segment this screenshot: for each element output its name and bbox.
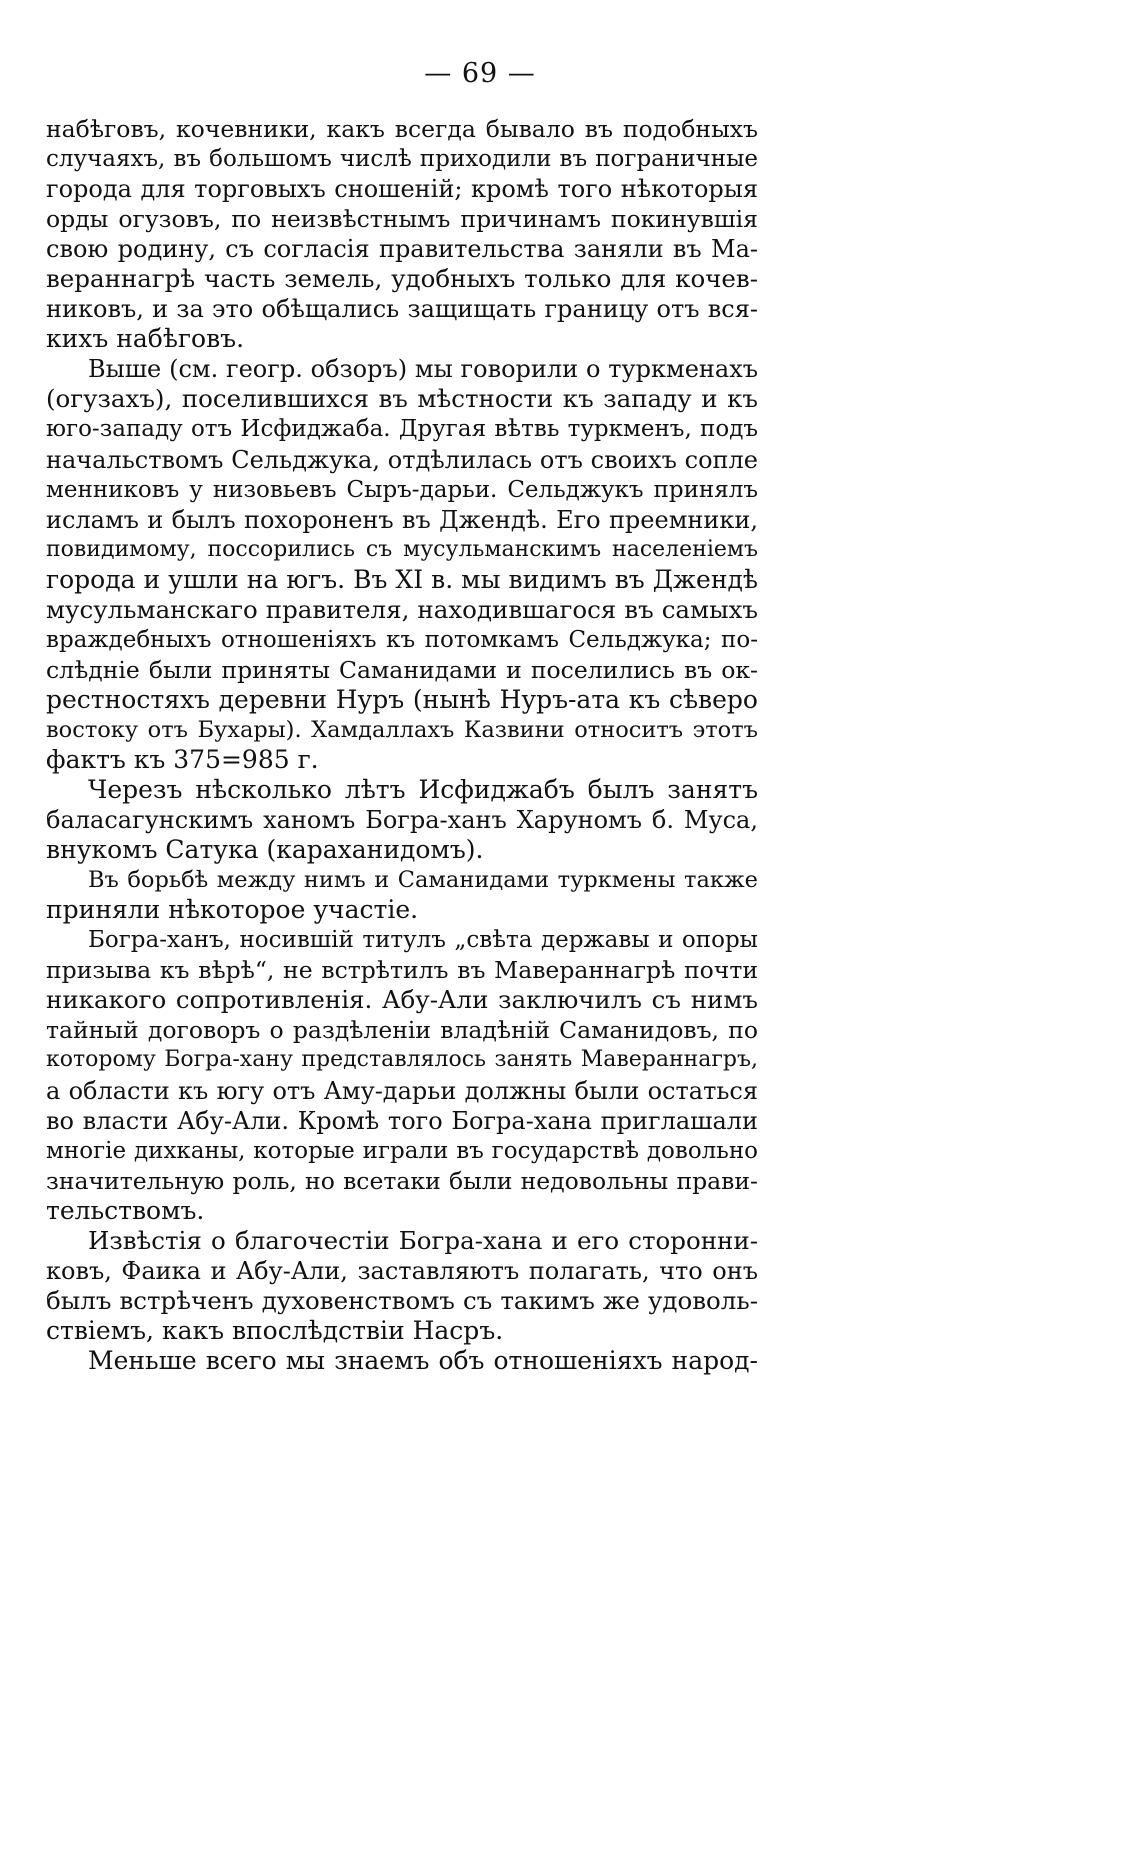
- text-line: баласагунскимъ ханомъ Богра-ханъ Харуномъ б. Муса,: [46, 806, 758, 835]
- text-line: начальствомъ Сельджука, отдѣлилась отъ своихъ сопле: [46, 445, 758, 474]
- text-line: во власти Абу-Али. Кромѣ того Богра-хана приглашали: [46, 1106, 758, 1135]
- text-line: приняли нѣкоторое участіе.: [46, 895, 419, 925]
- text-line: значительную роль, но всетаки были недовольны прави-: [46, 1166, 758, 1195]
- text-line: Въ борьбѣ между нимъ и Саманидами туркмены также: [88, 867, 758, 894]
- text-line: которому Богра-хану представлялось занять Мавераннагръ,: [46, 1047, 758, 1073]
- text-line: тельствомъ.: [46, 1195, 205, 1225]
- text-line: менниковъ у низовьевъ Сыръ-дарьи. Сельджукъ принялъ: [46, 476, 758, 503]
- text-line: а области къ югу отъ Аму-дарьи должны были остаться: [46, 1076, 758, 1105]
- text-line: ствіемъ, какъ впослѣдствіи Насръ.: [46, 1315, 504, 1345]
- text-line: мусульманскаго правителя, находившагося въ самыхъ: [46, 594, 758, 624]
- text-line: юго-западу отъ Исфиджаба. Другая вѣтвь туркменъ, подъ: [46, 416, 758, 443]
- text-line: ковъ, Фаика и Абу-Али, заставляютъ полагать, что онъ: [46, 1256, 758, 1285]
- text-line: многіе дихканы, которые играли въ государствѣ довольно: [46, 1137, 758, 1164]
- text-line: исламъ и былъ похороненъ въ Джендѣ. Его преемники,: [46, 505, 758, 534]
- text-line: свою родину, съ согласія правительства заняли въ Ма-: [46, 235, 758, 264]
- text-line: кихъ набѣговъ.: [46, 324, 245, 354]
- text-line: былъ встрѣченъ духовенствомъ съ такимъ же удоволь-: [46, 1285, 758, 1315]
- text-line: фактъ къ 375=985 г.: [46, 744, 319, 774]
- text-line: (огузахъ), поселившихся въ мѣстности къ западу и къ: [46, 384, 758, 414]
- text-line: враждебныхъ отношеніяхъ къ потомкамъ Сельджука; по-: [46, 626, 758, 653]
- text-line: Богра-ханъ, носившій титулъ „свѣта державы и опоры: [88, 927, 758, 954]
- text-line: рестностяхъ деревни Нуръ (нынѣ Нуръ-ата къ сѣверо: [46, 684, 758, 714]
- text-line: орды огузовъ, по неизвѣстнымъ причинамъ покинувшія: [46, 205, 758, 234]
- text-line: набѣговъ, кочевники, какъ всегда бывало въ подобныхъ: [46, 115, 758, 143]
- text-line: слѣдніе были приняты Саманидами и поселились въ ок-: [46, 655, 758, 684]
- text-line: внукомъ Сатука (караханидомъ).: [46, 835, 484, 865]
- text-line: случаяхъ, въ большомъ числѣ приходили въ пограничные: [46, 146, 758, 173]
- text-line: Черезъ нѣсколько лѣтъ Исфиджабъ былъ занятъ: [88, 775, 758, 805]
- text-line: никакого сопротивленія. Абу-Али заключилъ съ нимъ: [46, 985, 758, 1015]
- text-line: призыва къ вѣрѣ“, не встрѣтилъ въ Мавераннагрѣ почти: [46, 956, 758, 985]
- text-line: вераннагрѣ часть земель, удобныхъ только для кочев-: [46, 264, 758, 294]
- text-line: Выше (см. геогр. обзоръ) мы говорили о туркменахъ: [88, 355, 758, 384]
- body-text: [46, 114, 758, 1376]
- text-line: повидимому, поссорились съ мусульманскимъ населеніемъ: [46, 536, 758, 562]
- text-line: города и ушли на югъ. Въ XI в. мы видимъ въ Джендѣ: [46, 564, 758, 594]
- text-line: тайный договоръ о раздѣленіи владѣній Саманидовъ, по: [46, 1016, 758, 1045]
- page-number: — 69 —: [424, 58, 536, 89]
- text-line: Меньше всего мы знаемъ объ отношеніяхъ народ-: [88, 1345, 758, 1375]
- text-line: города для торговыхъ сношеній; кромѣ того нѣкоторыя: [46, 175, 758, 204]
- text-line: никовъ, и за это обѣщались защищать границу отъ вся-: [46, 295, 758, 324]
- text-line: востоку отъ Бухары). Хамдаллахъ Казвини относитъ этотъ: [46, 716, 758, 743]
- text-line: Извѣстія о благочестіи Богра-хана и его сторонни-: [88, 1225, 758, 1255]
